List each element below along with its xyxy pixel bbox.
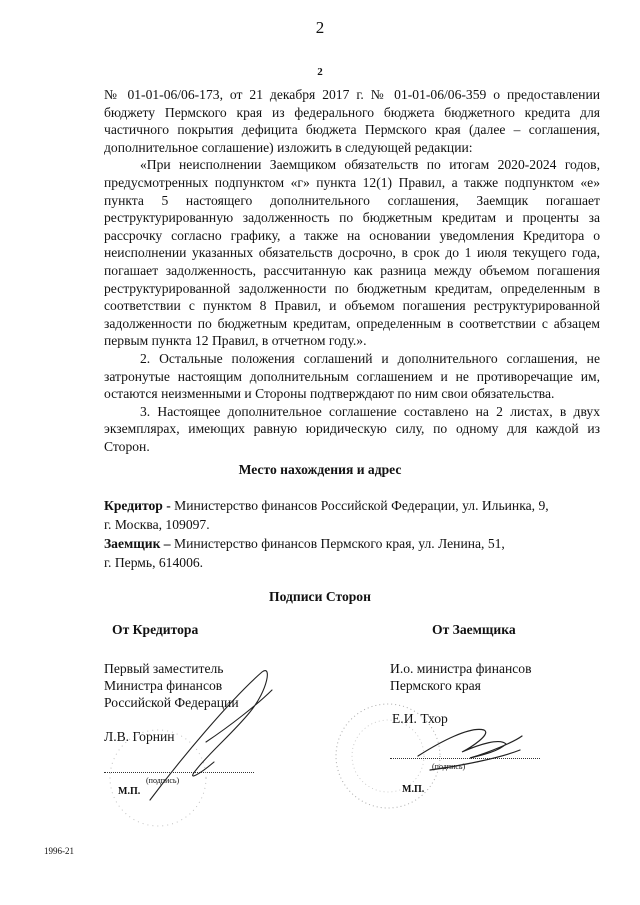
borrower-title-line1: И.о. министра финансов [390, 661, 532, 676]
borrower-side-heading: От Заемщика [432, 622, 516, 637]
address-heading: Место нахождения и адрес [238, 462, 402, 477]
borrower-address-line1: Министерство финансов Пермского края, ул. Ленина, 51, [174, 536, 505, 551]
paragraph-quote: «При неисполнении Заемщиком обязательств по итогам 2020-2024 годов, предусмотренных подпунктом «г» пункта 12(1) Правил, а также подпунктом «е» пункта 5 настоящего дополнительного соглашения, Заемщик погашает реструктурированную задолженность по бюджетным кредитам и проценты за рассрочку согласно графику, а также на основании уведомления Кредитора о неисполнении указанных обязательств досрочно, в срок до 1 июля текущего года, погашает задолженность, рассчитанную как разница между объемом погашения реструктурированной задолженности по бюджетным кредитам, определенным в соответствии с пунктом 8 Правил, и объемом погашения реструктурированной задолженности по бюджетным кредитам, определенным в соответствии с абзацем первым пункта 12 Правил, в отчетном году.». [104, 157, 600, 349]
borrower-stamp-place: М.П. [402, 784, 425, 795]
creditor-address-line1: Министерство финансов Российской Федерации, ул. Ильинка, 9, [174, 498, 549, 513]
creditor-address-line2: г. Москва, 109097. [104, 517, 210, 532]
borrower-label: Заемщик – [104, 536, 171, 551]
borrower-signature-icon [418, 729, 522, 770]
paragraph-2: 2. Остальные положения соглашений и дополнительного соглашения, не затронутые настоящим дополнительным соглашением и не противоречащие им, остаются неизменными и Стороны подтверждают по ним свои обязательства. [104, 350, 600, 402]
paragraph-3: 3. Настоящее дополнительное соглашение составлено на 2 листах, в двух экземплярах, имеющих равную юридическую силу, по одному для каждой из Сторон. [104, 403, 600, 454]
borrower-signature-caption: (подпись) [432, 762, 466, 771]
borrower-signatory-name: Е.И. Тхор [392, 711, 448, 726]
creditor-title-line2: Министра финансов [104, 678, 223, 693]
creditor-stamp-place: М.П. [118, 786, 141, 797]
creditor-side-heading: От Кредитора [112, 622, 199, 637]
page-number-small: 2 [317, 66, 323, 78]
borrower-title-line2: Пермского края [390, 678, 481, 693]
creditor-stamp-icon [110, 730, 206, 826]
page-number-top: 2 [315, 18, 325, 37]
document-number: 1996-21 [44, 846, 74, 856]
creditor-signature-icon [150, 671, 272, 800]
creditor-signatory-name: Л.В. Горнин [104, 729, 175, 744]
paragraph-1: № 01-01-06/06-173, от 21 декабря 2017 г. № 01-01-06/06-359 о предоставлении бюджету Пермского края из федерального бюджета бюджетного кредита для частичного покрытия дефицита бюджета Пермского края (далее – соглашения, дополнительное соглашение) изложить в следующей редакции: [104, 87, 600, 155]
creditor-label: Кредитор - [104, 498, 171, 513]
creditor-title-line1: Первый заместитель [104, 661, 224, 676]
borrower-address-line2: г. Пермь, 614006. [104, 555, 204, 570]
signatures-heading: Подписи Сторон [269, 589, 371, 604]
creditor-title-line3: Российской Федерации [104, 695, 239, 710]
creditor-signature-caption: (подпись) [146, 776, 180, 785]
